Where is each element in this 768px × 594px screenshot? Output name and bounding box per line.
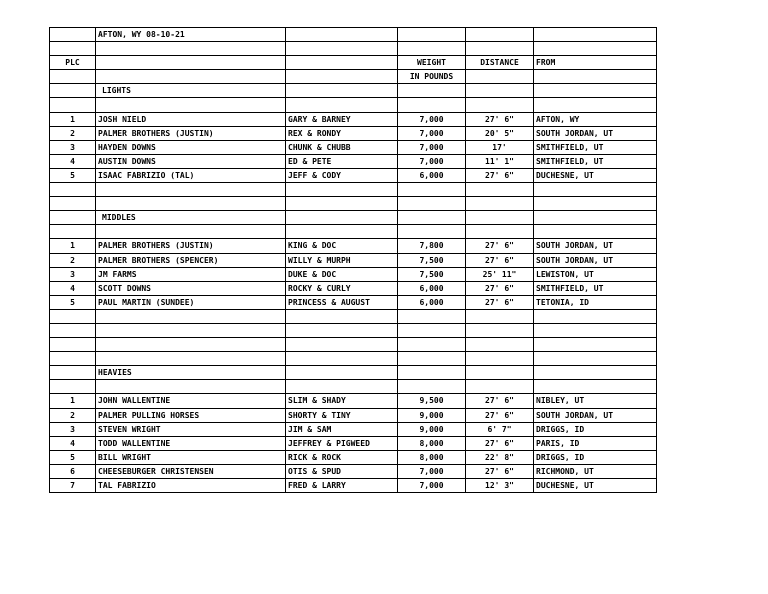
empty-cell bbox=[534, 197, 657, 211]
from-cell: DUCHESNE, UT bbox=[534, 168, 657, 182]
table-row bbox=[50, 239, 657, 253]
empty-cell bbox=[50, 28, 96, 42]
empty-cell bbox=[50, 380, 96, 394]
empty-cell bbox=[466, 309, 534, 323]
empty-row bbox=[50, 352, 657, 366]
empty-cell bbox=[398, 211, 466, 225]
distance-cell: 27' 6" bbox=[466, 394, 534, 408]
empty-cell bbox=[466, 352, 534, 366]
empty-cell bbox=[50, 309, 96, 323]
empty-cell bbox=[534, 352, 657, 366]
empty-cell bbox=[466, 366, 534, 380]
entrant-name-cell: BILL WRIGHT bbox=[96, 450, 286, 464]
empty-cell bbox=[286, 70, 398, 84]
entrant-name-cell: STEVEN WRIGHT bbox=[96, 422, 286, 436]
empty-cell bbox=[534, 84, 657, 98]
empty-cell bbox=[466, 98, 534, 112]
team-cell: CHUNK & CHUBB bbox=[286, 140, 398, 154]
empty-cell bbox=[534, 380, 657, 394]
sheet-body bbox=[50, 28, 657, 493]
empty-cell bbox=[534, 183, 657, 197]
title-row bbox=[50, 28, 657, 42]
team-cell: ROCKY & CURLY bbox=[286, 281, 398, 295]
empty-cell bbox=[398, 366, 466, 380]
empty-cell bbox=[286, 197, 398, 211]
team-cell: DUKE & DOC bbox=[286, 267, 398, 281]
plc-cell: 4 bbox=[50, 436, 96, 450]
empty-cell bbox=[50, 352, 96, 366]
empty-cell bbox=[534, 338, 657, 352]
entrant-name-cell: TODD WALLENTINE bbox=[96, 436, 286, 450]
empty-cell bbox=[534, 211, 657, 225]
empty-cell bbox=[466, 225, 534, 239]
from-cell: AFTON, WY bbox=[534, 112, 657, 126]
empty-cell bbox=[286, 42, 398, 56]
from-cell: DRIGGS, ID bbox=[534, 450, 657, 464]
weight-cell: 9,500 bbox=[398, 394, 466, 408]
distance-cell: 27' 6" bbox=[466, 464, 534, 478]
from-cell: SMITHFIELD, UT bbox=[534, 154, 657, 168]
weight-cell: 7,500 bbox=[398, 267, 466, 281]
empty-cell bbox=[398, 98, 466, 112]
weight-cell: 7,000 bbox=[398, 479, 466, 493]
distance-cell: 22' 8" bbox=[466, 450, 534, 464]
empty-cell bbox=[466, 323, 534, 337]
distance-cell: 12' 3" bbox=[466, 479, 534, 493]
empty-cell bbox=[50, 366, 96, 380]
team-cell: ED & PETE bbox=[286, 154, 398, 168]
distance-cell: 27' 6" bbox=[466, 408, 534, 422]
empty-cell bbox=[466, 197, 534, 211]
header-row bbox=[50, 56, 657, 70]
table-row bbox=[50, 408, 657, 422]
empty-cell bbox=[534, 42, 657, 56]
empty-cell bbox=[466, 211, 534, 225]
empty-cell bbox=[96, 309, 286, 323]
empty-cell bbox=[96, 352, 286, 366]
entrant-name-cell: HAYDEN DOWNS bbox=[96, 140, 286, 154]
entrant-name-cell: PALMER BROTHERS (SPENCER) bbox=[96, 253, 286, 267]
empty-cell bbox=[286, 380, 398, 394]
empty-cell bbox=[286, 366, 398, 380]
empty-cell bbox=[466, 380, 534, 394]
team-cell: WILLY & MURPH bbox=[286, 253, 398, 267]
plc-cell: 3 bbox=[50, 140, 96, 154]
empty-cell bbox=[534, 323, 657, 337]
empty-cell bbox=[96, 380, 286, 394]
empty-cell bbox=[398, 338, 466, 352]
plc-cell: 3 bbox=[50, 422, 96, 436]
table-row bbox=[50, 422, 657, 436]
empty-cell bbox=[96, 338, 286, 352]
plc-cell: 5 bbox=[50, 168, 96, 182]
empty-row bbox=[50, 380, 657, 394]
section-lights-label: LIGHTS bbox=[96, 84, 286, 98]
team-cell: REX & RONDY bbox=[286, 126, 398, 140]
weight-cell: 7,000 bbox=[398, 112, 466, 126]
empty-cell bbox=[398, 309, 466, 323]
empty-cell bbox=[50, 42, 96, 56]
weight-cell: 7,800 bbox=[398, 239, 466, 253]
from-cell: LEWISTON, UT bbox=[534, 267, 657, 281]
from-cell: SOUTH JORDAN, UT bbox=[534, 239, 657, 253]
empty-cell bbox=[534, 225, 657, 239]
empty-cell bbox=[398, 197, 466, 211]
team-cell: OTIS & SPUD bbox=[286, 464, 398, 478]
sheet-title: AFTON, WY 08-10-21 bbox=[96, 28, 286, 42]
section-row bbox=[50, 84, 657, 98]
weight-cell: 6,000 bbox=[398, 281, 466, 295]
empty-cell bbox=[286, 225, 398, 239]
empty-cell bbox=[286, 56, 398, 70]
entrant-name-cell: PALMER BROTHERS (JUSTIN) bbox=[96, 239, 286, 253]
plc-cell: 1 bbox=[50, 112, 96, 126]
empty-cell bbox=[50, 197, 96, 211]
empty-cell bbox=[96, 42, 286, 56]
table-row bbox=[50, 267, 657, 281]
plc-cell: 6 bbox=[50, 464, 96, 478]
section-row bbox=[50, 211, 657, 225]
distance-cell: 27' 6" bbox=[466, 281, 534, 295]
weight-cell: 7,000 bbox=[398, 464, 466, 478]
weight-header: WEIGHT bbox=[398, 56, 466, 70]
from-cell: RICHMOND, UT bbox=[534, 464, 657, 478]
team-cell: RICK & ROCK bbox=[286, 450, 398, 464]
weight-cell: 8,000 bbox=[398, 436, 466, 450]
plc-cell: 5 bbox=[50, 295, 96, 309]
empty-cell bbox=[96, 197, 286, 211]
from-cell: TETONIA, ID bbox=[534, 295, 657, 309]
table-row bbox=[50, 253, 657, 267]
entrant-name-cell: ISAAC FABRIZIO (TAL) bbox=[96, 168, 286, 182]
table-row bbox=[50, 112, 657, 126]
team-cell: KING & DOC bbox=[286, 239, 398, 253]
empty-cell bbox=[398, 183, 466, 197]
from-cell: NIBLEY, UT bbox=[534, 394, 657, 408]
empty-row bbox=[50, 197, 657, 211]
empty-row bbox=[50, 42, 657, 56]
from-cell: DUCHESNE, UT bbox=[534, 479, 657, 493]
section-heavies-label: HEAVIES bbox=[96, 366, 286, 380]
weight-cell: 7,500 bbox=[398, 253, 466, 267]
distance-cell: 6' 7" bbox=[466, 422, 534, 436]
plc-cell: 7 bbox=[50, 479, 96, 493]
table-row bbox=[50, 464, 657, 478]
distance-cell: 27' 6" bbox=[466, 112, 534, 126]
from-cell: SOUTH JORDAN, UT bbox=[534, 253, 657, 267]
entrant-name-cell: CHEESEBURGER CHRISTENSEN bbox=[96, 464, 286, 478]
empty-cell bbox=[534, 28, 657, 42]
distance-cell: 27' 6" bbox=[466, 168, 534, 182]
distance-cell: 17' bbox=[466, 140, 534, 154]
empty-cell bbox=[286, 338, 398, 352]
empty-cell bbox=[466, 70, 534, 84]
empty-cell bbox=[96, 323, 286, 337]
from-cell: SMITHFIELD, UT bbox=[534, 281, 657, 295]
plc-cell: 1 bbox=[50, 239, 96, 253]
empty-cell bbox=[286, 98, 398, 112]
empty-cell bbox=[50, 323, 96, 337]
empty-cell bbox=[96, 98, 286, 112]
empty-cell bbox=[286, 84, 398, 98]
distance-cell: 25' 11" bbox=[466, 267, 534, 281]
distance-cell: 27' 6" bbox=[466, 239, 534, 253]
empty-cell bbox=[96, 183, 286, 197]
weight-cell: 8,000 bbox=[398, 450, 466, 464]
empty-cell bbox=[534, 70, 657, 84]
plc-cell: 4 bbox=[50, 281, 96, 295]
distance-cell: 27' 6" bbox=[466, 436, 534, 450]
empty-row bbox=[50, 183, 657, 197]
distance-cell: 20' 5" bbox=[466, 126, 534, 140]
entrant-name-cell: JOSH NIELD bbox=[96, 112, 286, 126]
weight-cell: 9,000 bbox=[398, 408, 466, 422]
empty-cell bbox=[50, 338, 96, 352]
empty-cell bbox=[398, 84, 466, 98]
empty-row bbox=[50, 338, 657, 352]
empty-cell bbox=[398, 323, 466, 337]
empty-cell bbox=[96, 70, 286, 84]
section-middles-label: MIDDLES bbox=[96, 211, 286, 225]
team-cell: PRINCESS & AUGUST bbox=[286, 295, 398, 309]
distance-cell: 11' 1" bbox=[466, 154, 534, 168]
empty-cell bbox=[50, 98, 96, 112]
entrant-name-cell: PALMER PULLING HORSES bbox=[96, 408, 286, 422]
plc-cell: 1 bbox=[50, 394, 96, 408]
table-row bbox=[50, 479, 657, 493]
team-cell: FRED & LARRY bbox=[286, 479, 398, 493]
empty-cell bbox=[398, 380, 466, 394]
empty-cell bbox=[398, 352, 466, 366]
table-row bbox=[50, 154, 657, 168]
weight-cell: 7,000 bbox=[398, 140, 466, 154]
header-row-2 bbox=[50, 70, 657, 84]
table-row bbox=[50, 168, 657, 182]
table-row bbox=[50, 450, 657, 464]
empty-cell bbox=[96, 56, 286, 70]
team-cell: JEFF & CODY bbox=[286, 168, 398, 182]
empty-cell bbox=[50, 211, 96, 225]
team-cell: SHORTY & TINY bbox=[286, 408, 398, 422]
empty-cell bbox=[534, 366, 657, 380]
empty-cell bbox=[286, 309, 398, 323]
empty-cell bbox=[50, 183, 96, 197]
team-cell: JIM & SAM bbox=[286, 422, 398, 436]
team-cell: GARY & BARNEY bbox=[286, 112, 398, 126]
plc-cell: 3 bbox=[50, 267, 96, 281]
empty-cell bbox=[286, 28, 398, 42]
empty-cell bbox=[50, 70, 96, 84]
empty-cell bbox=[286, 183, 398, 197]
empty-cell bbox=[398, 225, 466, 239]
empty-cell bbox=[466, 84, 534, 98]
empty-cell bbox=[96, 225, 286, 239]
table-row bbox=[50, 281, 657, 295]
from-header: FROM bbox=[534, 56, 657, 70]
from-cell: SOUTH JORDAN, UT bbox=[534, 408, 657, 422]
entrant-name-cell: TAL FABRIZIO bbox=[96, 479, 286, 493]
empty-cell bbox=[466, 183, 534, 197]
distance-header: DISTANCE bbox=[466, 56, 534, 70]
empty-cell bbox=[286, 211, 398, 225]
empty-cell bbox=[466, 28, 534, 42]
plc-cell: 2 bbox=[50, 253, 96, 267]
section-row bbox=[50, 366, 657, 380]
empty-cell bbox=[466, 338, 534, 352]
weight-cell: 9,000 bbox=[398, 422, 466, 436]
empty-cell bbox=[466, 42, 534, 56]
plc-cell: 2 bbox=[50, 408, 96, 422]
table-row bbox=[50, 394, 657, 408]
plc-cell: 4 bbox=[50, 154, 96, 168]
from-cell: SOUTH JORDAN, UT bbox=[534, 126, 657, 140]
empty-cell bbox=[398, 42, 466, 56]
empty-row bbox=[50, 225, 657, 239]
from-cell: DRIGGS, ID bbox=[534, 422, 657, 436]
entrant-name-cell: SCOTT DOWNS bbox=[96, 281, 286, 295]
weight-cell: 6,000 bbox=[398, 295, 466, 309]
weight-cell: 7,000 bbox=[398, 154, 466, 168]
table-row bbox=[50, 140, 657, 154]
empty-cell bbox=[534, 309, 657, 323]
empty-row bbox=[50, 309, 657, 323]
entrant-name-cell: PAUL MARTIN (SUNDEE) bbox=[96, 295, 286, 309]
table-row bbox=[50, 126, 657, 140]
plc-header: PLC bbox=[50, 56, 96, 70]
table-row bbox=[50, 295, 657, 309]
empty-cell bbox=[398, 28, 466, 42]
entrant-name-cell: JM FARMS bbox=[96, 267, 286, 281]
distance-cell: 27' 6" bbox=[466, 295, 534, 309]
entrant-name-cell: JOHN WALLENTINE bbox=[96, 394, 286, 408]
from-cell: PARIS, ID bbox=[534, 436, 657, 450]
distance-cell: 27' 6" bbox=[466, 253, 534, 267]
empty-row bbox=[50, 98, 657, 112]
table-row bbox=[50, 436, 657, 450]
empty-cell bbox=[50, 225, 96, 239]
empty-cell bbox=[50, 84, 96, 98]
results-sheet bbox=[49, 27, 657, 493]
entrant-name-cell: AUSTIN DOWNS bbox=[96, 154, 286, 168]
plc-cell: 5 bbox=[50, 450, 96, 464]
entrant-name-cell: PALMER BROTHERS (JUSTIN) bbox=[96, 126, 286, 140]
from-cell: SMITHFIELD, UT bbox=[534, 140, 657, 154]
empty-cell bbox=[286, 352, 398, 366]
empty-cell bbox=[534, 98, 657, 112]
empty-cell bbox=[286, 323, 398, 337]
weight-cell: 6,000 bbox=[398, 168, 466, 182]
team-cell: SLIM & SHADY bbox=[286, 394, 398, 408]
empty-row bbox=[50, 323, 657, 337]
team-cell: JEFFREY & PIGWEED bbox=[286, 436, 398, 450]
plc-cell: 2 bbox=[50, 126, 96, 140]
weight-cell: 7,000 bbox=[398, 126, 466, 140]
weight-unit-header: IN POUNDS bbox=[398, 70, 466, 84]
